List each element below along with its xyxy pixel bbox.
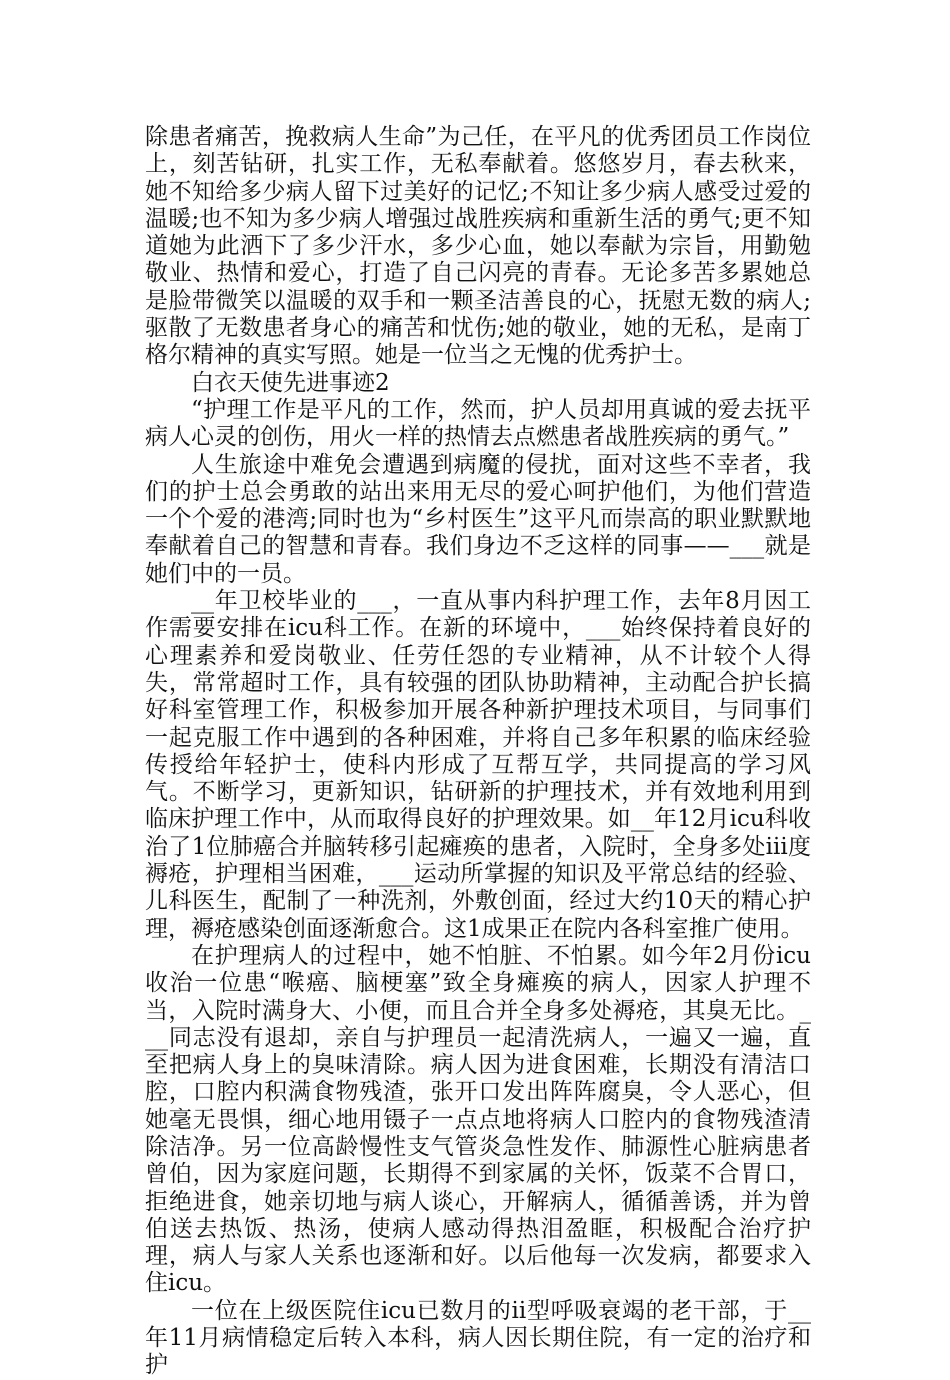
paragraph: 除患者痛苦，挽救病人生命”为己任，在平凡的优秀团员工作岗位上，刻苦钻研，扎实工作，无私奉献着。悠悠岁月，春去秋来，她不知给多少病人留下过美好的记忆;不知让多少病人感受过爱的温暖;也不知为多少病人增强过战胜疾病和重新生活的勇气;更不知道她为此洒下了多少汗水，多少心血，她以奉献为宗旨，用勤勉敬业、热情和爱心，打造了自己闪亮的青春。无论多苦多累她总是脸带微笑以温暖的双手和一颗圣洁善良的心，抚慰无数的病人;驱散了无数患者身心的痛苦和忧伤;她的敬业，她的无私，是南丁格尔精神的真实写照。她是一位当之无愧的优秀护士。 <box>145 124 811 369</box>
section-heading: 白衣天使先进事迹2 <box>191 369 390 396</box>
document-body <box>145 124 811 1380</box>
paragraph: 人生旅途中难免会遭遇到病魔的侵扰，面对这些不幸者，我们的护士总会勇敢的站出来用无尽的爱心呵护他们，为他们营造一个个爱的港湾;同时也为“乡村医生”这平凡而崇高的职业默默地奉献着自己的智慧和青春。我们身边不乏这样的同事——___就是她们中的一员。 <box>145 451 811 587</box>
paragraph: 在护理病人的过程中，她不怕脏、不怕累。如今年2月份icu收治一位患“喉癌、脑梗塞”致全身瘫痪的病人，因家人护理不当，入院时满身大、小便，而且合并全身多处褥疮，其臭无比。___同志没有退却，亲自与护理员一起清洗病人，一遍又一遍，直至把病人身上的臭味清除。病人因为进食困难，长期没有清洁口腔，口腔内积满食物残渣，张开口发出阵阵腐臭，令人恶心，但她毫无畏惧，细心地用镊子一点点地将病人口腔内的食物残渣清除洁净。另一位高龄慢性支气管炎急性发作、肺源性心脏病患者曾伯，因为家庭问题，长期得不到家属的关怀，饭菜不合胃口，拒绝进食，她亲切地与病人谈心，开解病人，循循善诱，并为曾伯送去热饭、热汤，使病人感动得热泪盈眶，积极配合治疗护理，病人与家人关系也逐渐和好。以后他每一次发病，都要求入住icu。 <box>145 942 811 1297</box>
paragraph: __年卫校毕业的___，一直从事内科护理工作，去年8月因工作需要安排在icu科工作。在新的环境中，___始终保持着良好的心理素养和爱岗敬业、任劳任怨的专业精神，从不计较个人得失，常常超时工作，具有较强的团队协助精神，主动配合护长搞好科室管理工作，积极参加开展各种新护理技术项目，与同事们一起克服工作中遇到的各种困难，并将自己多年积累的临床经验传授给年轻护士，使科内形成了互帮互学，共同提高的学习风气。不断学习，更新知识，钻研新的护理技术，并有效地利用到临床护理工作中，从而取得良好的护理效果。如__年12月icu科收治了1位肺癌合并脑转移引起瘫痪的患者，入院时，全身多处iii度褥疮，护理相当困难，___运动所掌握的知识及平常总结的经验、儿科医生，配制了一种洗剂，外敷创面，经过大约10天的精心护理，褥疮感染创面逐渐愈合。这1成果正在院内各科室推广使用。 <box>145 588 811 942</box>
paragraph: 一位在上级医院住icu已数月的ii型呼吸衰竭的老干部，于__年11月病情稳定后转入本科，病人因长期住院，有一定的治疗和护 <box>145 1297 811 1379</box>
paragraph: “护理工作是平凡的工作，然而，护人员却用真诚的爱去抚平病人心灵的创伤，用火一样的热情去点燃患者战胜疾病的勇气。” <box>145 396 811 451</box>
